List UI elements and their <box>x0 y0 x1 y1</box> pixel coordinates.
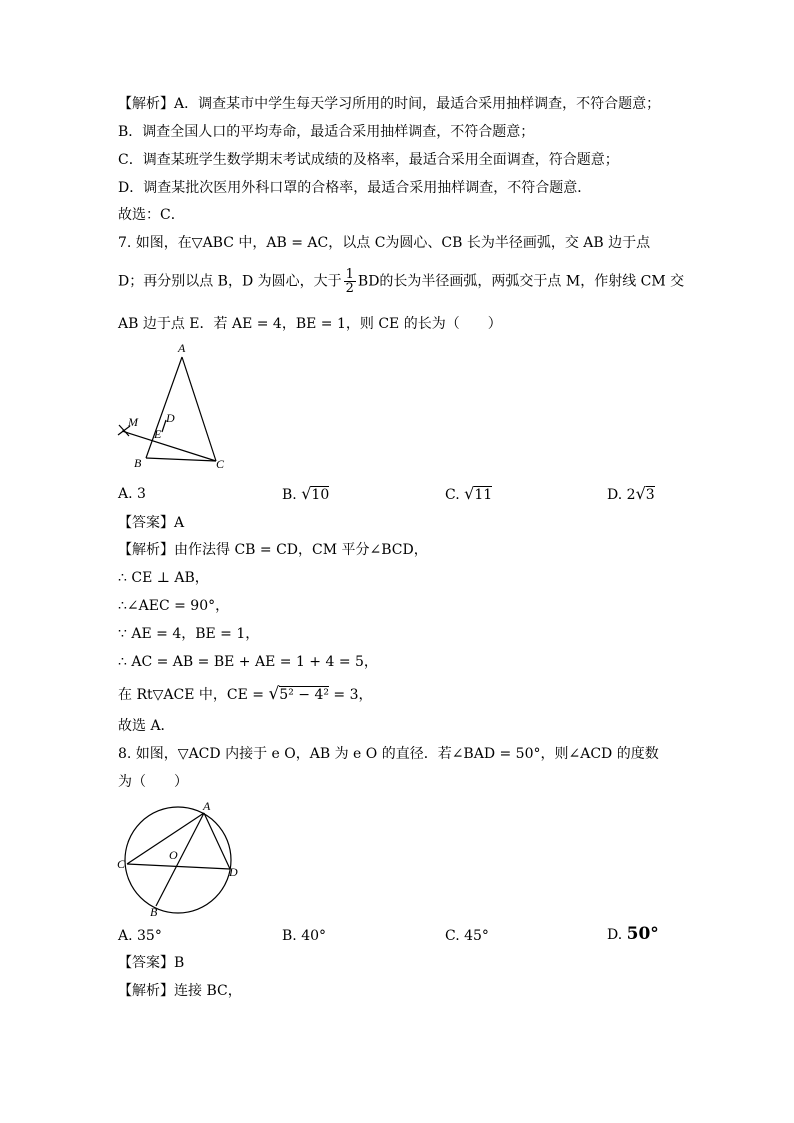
q8-option-b: B. 40° <box>282 928 327 944</box>
label-b: B <box>150 905 158 919</box>
label-d: D <box>166 411 175 425</box>
q7-conclusion: 故选 A． <box>118 718 175 734</box>
segment-bc <box>146 458 216 461</box>
q7-option-a: A. 3 <box>118 486 146 502</box>
q7-analysis-line5: ∴ AC = AB = BE + AE = 1 + 4 = 5， <box>118 654 378 670</box>
q7-answer: 【答案】A <box>118 515 185 531</box>
q7-analysis-line4: ∵ AE = 4，BE = 1， <box>118 626 260 642</box>
analysis-label: 【解析】 <box>118 96 174 112</box>
label-o: O <box>169 848 178 862</box>
q7-stem-line3: AB 边于点 E．若 AE = 4，BE = 1，则 CE 的长为（ ） <box>118 316 502 332</box>
prev-analysis-line-b: B．调查全国人口的平均寿命，最适合采用抽样调查，不符合题意； <box>118 124 535 140</box>
label-c: C <box>216 457 225 471</box>
label-a: A <box>178 341 186 355</box>
label-b: B <box>134 456 142 470</box>
q7-option-c: C. √11 <box>445 484 493 503</box>
q7-analysis-line3: ∴∠AEC = 90°， <box>118 598 230 614</box>
q8-answer: 【答案】B <box>118 955 185 971</box>
q7-triangle-figure <box>110 340 240 472</box>
q8-stem-line2: 为（ ） <box>118 774 188 790</box>
label-e: E <box>154 427 162 441</box>
chord-cd <box>127 864 230 869</box>
segment-ac <box>182 357 216 461</box>
segment-ab <box>146 357 182 458</box>
prev-analysis-line-c: C．调查某班学生数学期末考试成绩的及格率，最适合采用全面调查，符合题意； <box>118 152 619 168</box>
prev-conclusion: 故选：C． <box>118 207 185 223</box>
q7-fraction: $\frac{1}{2}$ <box>345 267 354 296</box>
q8-analysis-line1: 【解析】连接 BC， <box>118 983 242 999</box>
q8-circle-figure <box>112 796 246 920</box>
circle-o <box>125 807 231 913</box>
q7-stem-line1: 7. 如图，在▽ABC 中，AB = AC，以点 C为圆心、CB 长为半径画弧，交 AB 边于点 <box>118 235 651 251</box>
q7-analysis-line1: 【解析】由作法得 CB = CD，CM 平分∠BCD， <box>118 542 428 558</box>
q8-option-c: C. 45° <box>445 928 489 944</box>
q7-analysis-line2: ∴ CE ⊥ AB， <box>118 570 209 586</box>
q7-analysis-line6: 在 Rt▽ACE 中，CE = √5² − 4² = 3， <box>118 684 373 704</box>
label-c: C <box>117 857 126 871</box>
q7-stem-line2: D；再分别以点 B，D 为圆心，大于 $\frac{1}{2}$ BD的长为半径画弧，两弧交于点 M，作射线 CM 交 <box>118 267 685 296</box>
sqrt-icon: √ <box>268 684 280 704</box>
chord-ad <box>204 813 230 869</box>
prev-analysis-line-a: 【解析】A．调查某市中学生每天学习所用的时间，最适合采用抽样调查，不符合题意； <box>118 96 661 112</box>
q7-option-b: B. √10 <box>282 484 330 503</box>
label-m: M <box>128 415 138 429</box>
sqrt-icon: √ <box>635 484 646 503</box>
label-d: D <box>229 865 238 879</box>
sqrt-icon: √ <box>464 484 475 503</box>
q8-stem-line1: 8. 如图，▽ACD 内接于 e O，AB 为 e O 的直径．若∠BAD = 50°，则∠ACD 的度数 <box>118 746 659 762</box>
label-a: A <box>203 799 211 813</box>
sqrt-icon: √ <box>301 484 312 503</box>
q8-option-d: D. 50° <box>607 924 659 944</box>
q8-option-a: A. 35° <box>118 928 162 944</box>
diameter-ab <box>156 813 204 906</box>
prev-analysis-line-d: D．调查某批次医用外科口罩的合格率，最适合采用抽样调查，不符合题意． <box>118 180 592 196</box>
q7-option-d: D. 2√3 <box>607 484 655 503</box>
chord-ac <box>127 813 204 864</box>
